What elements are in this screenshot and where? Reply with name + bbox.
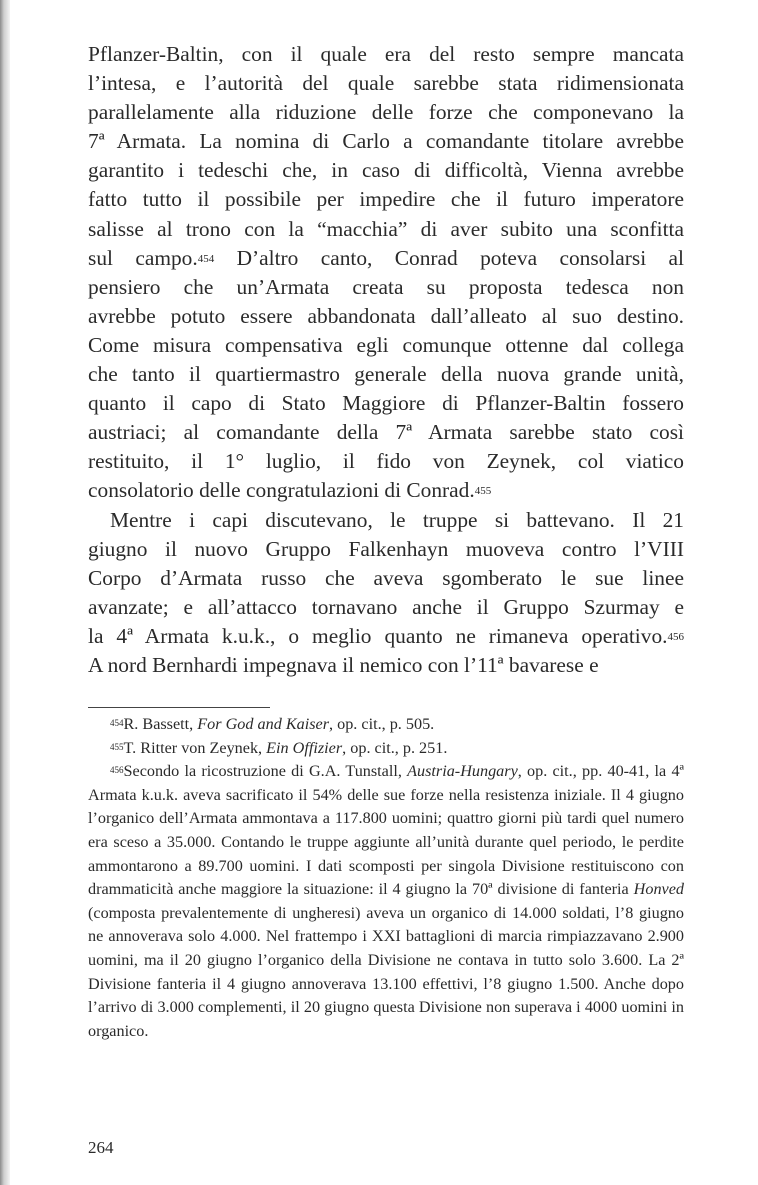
text-line: 7ª Armata. La nomina di Carlo a comandante titolare avrebbe: [88, 129, 684, 154]
paragraph-2: [88, 506, 684, 681]
footnotes: [88, 713, 684, 1043]
footnote-number: 455: [110, 741, 124, 752]
text-line: A nord Bernhardi impegnava il nemico con l’11ª bavarese e: [88, 652, 599, 677]
main-text: [88, 40, 684, 680]
footnote-reference: 456: [667, 630, 684, 643]
text-line: parallelamente alla riduzione delle forze che componevano la: [88, 100, 684, 125]
text-line: Come misura compensativa egli comunque ottenne dal collega: [88, 332, 684, 357]
cited-title: Austria-Hungary: [407, 762, 518, 781]
text-line: avrebbe potuto essere abbandonata dall’alleato al suo destino.: [88, 303, 684, 328]
text-line: Corpo d’Armata russo che aveva sgomberato le sue linee: [88, 565, 684, 590]
cited-title: For God and Kaiser: [197, 715, 330, 733]
text-line: sul campo.$^{454}$ D’altro canto, Conrad poteva consolarsi al: [88, 245, 684, 270]
text-line: che tanto il quartiermastro generale della nuova grande unità,: [88, 362, 684, 387]
page-number: 264: [88, 1138, 114, 1157]
footnote-reference: 454: [197, 252, 215, 265]
footnote-separator: [88, 707, 270, 708]
text-line: avanzate; e all’attacco tornavano anche il Gruppo Szurmay e: [88, 594, 684, 619]
text-line: austriaci; al comandante della 7ª Armata sarebbe stato così: [88, 420, 684, 445]
text-line: pensiero che un’Armata creata su proposta tedesca non: [88, 274, 684, 299]
text-line: restituito, il 1° luglio, il fido von Zeynek, col viatico: [88, 449, 684, 474]
text-line: l’intesa, e l’autorità del quale sarebbe stata ridimensionata: [88, 71, 684, 96]
book-gutter-shadow: [0, 0, 10, 1185]
text-line: Mentre i capi discutevano, le truppe si battevano. Il 21: [110, 507, 684, 532]
text-line: la 4ª Armata k.u.k., o meglio quanto ne rimaneva operativo.$^{456}$: [88, 623, 684, 648]
footnote-number: 454: [110, 718, 124, 728]
footnote-number: 456: [110, 765, 124, 776]
text-line: quanto il capo di Stato Maggiore di Pflanzer-Baltin fossero: [88, 391, 684, 416]
text-line: giugno il nuovo Gruppo Falkenhayn muoveva contro l’VIII: [88, 536, 684, 561]
footnote-455: $^{455}$T. Ritter von Zeynek, Ein Offizier, op. cit., p. 251.: [110, 738, 448, 757]
italic-term: Honved: [633, 880, 684, 899]
footnote-456: $^{456}$Secondo la ricostruzione di G.A. Tunstall, Austria-Hungary, op. cit., pp. 40-41, la 4ª Armata k.u.k. aveva sacrificato il 54% delle sue forze nella resistenza iniziale. Il 4 giugno l’organico dell’Armata ammontava a 117.800 uomini; quattro giorni più tardi quel numero era sceso a 35.000. Contando le truppe aggiunte all’unità durante quel periodo, le perdite ammontarono a 89.700 uomini. I dati scomposti per singola Divisione restituiscono con drammaticità anche maggiore la situazione: il 4 giugno la 70ª divisione di fanteria Honved (composta prevalentemente di ungheresi) aveva un organico di 14.000 soldati, l’8 giugno ne annoverava solo 4.000. Nel frattempo i XXI battaglioni di marcia rimpiazzavano 2.900 uomini, ma il 20 giugno l’organico della Divisione ne contava in tutto solo 3.600. La 2ª Divisione fanteria il 4 giugno annoverava 13.100 effettivi, l’8 giugno 1.500. Anche dopo l’arrivo di 3.000 complementi, il 20 giugno questa Divisione non superava i 4000 uomini in organico.: [88, 762, 684, 1040]
text-line: Pflanzer-Baltin, con il quale era del resto sempre mancata: [88, 42, 684, 66]
text-line: consolatorio delle congratulazioni di Conrad.$^{455}$: [88, 478, 492, 503]
paragraph-1: [88, 40, 684, 506]
text-line: salisse al trono con la “macchia” di aver subito una sconfitta: [88, 216, 684, 241]
text-line: fatto tutto il possibile per impedire che il futuro imperatore: [88, 187, 684, 212]
cited-title: Ein Offizier: [266, 738, 343, 757]
footnote-454: $^{454}$R. Bassett, For God and Kaiser, op. cit., p. 505.: [110, 715, 435, 733]
text-line: garantito i tedeschi che, in caso di difficoltà, Vienna avrebbe: [88, 158, 684, 183]
footnote-reference: 455: [474, 485, 492, 498]
